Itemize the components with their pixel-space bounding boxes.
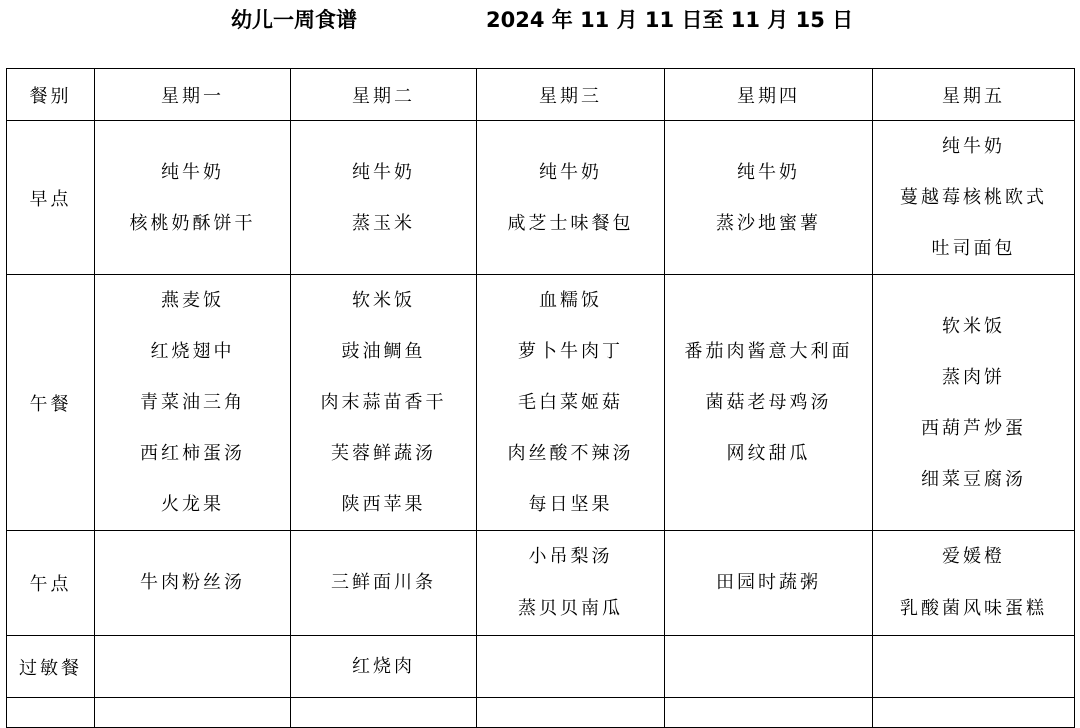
dish: 吐司面包 bbox=[931, 238, 1016, 259]
menu-cell bbox=[665, 531, 873, 636]
dish: 血糯饭 bbox=[539, 290, 602, 311]
menu-title: 幼儿一周食谱 bbox=[231, 8, 357, 32]
dish: 西葫芦炒蛋 bbox=[921, 417, 1026, 439]
dish: 萝卜牛肉丁 bbox=[518, 341, 623, 362]
menu-cell bbox=[665, 121, 873, 275]
header-tuesday: 星期二 bbox=[291, 69, 477, 121]
menu-cell bbox=[665, 698, 873, 728]
dish: 火龙果 bbox=[161, 494, 224, 515]
header-thursday: 星期四 bbox=[665, 69, 873, 121]
dish: 蒸肉饼 bbox=[942, 366, 1005, 388]
dish: 红烧肉 bbox=[352, 656, 415, 677]
dish: 陕西苹果 bbox=[341, 494, 426, 515]
dish: 细菜豆腐汤 bbox=[921, 468, 1026, 490]
dish: 网纹甜瓜 bbox=[726, 443, 811, 464]
dish: 爱媛橙 bbox=[942, 546, 1005, 567]
menu-cell bbox=[7, 698, 95, 728]
meal-label-afternoon-snack: 午点 bbox=[7, 531, 95, 636]
menu-cell bbox=[291, 531, 477, 636]
dish: 纯牛奶 bbox=[352, 161, 415, 183]
dish: 蒸贝贝南瓜 bbox=[518, 598, 623, 619]
date-range: 2024 年 11 月 11 日至 11 月 15 日 bbox=[486, 8, 854, 32]
menu-cell bbox=[477, 698, 665, 728]
menu-cell bbox=[95, 275, 291, 531]
dish: 纯牛奶 bbox=[161, 161, 224, 183]
dish: 乳酸菌风味蛋糕 bbox=[900, 598, 1047, 619]
menu-cell bbox=[665, 636, 873, 698]
menu-cell bbox=[477, 531, 665, 636]
menu-cell bbox=[873, 121, 1075, 275]
dish: 纯牛奶 bbox=[737, 161, 800, 183]
dish: 蔓越莓核桃欧式 bbox=[900, 187, 1047, 208]
dish: 豉油鲷鱼 bbox=[341, 341, 426, 362]
dish: 纯牛奶 bbox=[539, 161, 602, 183]
dish: 软米饭 bbox=[942, 315, 1005, 337]
dish: 红烧翅中 bbox=[150, 341, 235, 362]
dish: 牛肉粉丝汤 bbox=[140, 572, 245, 593]
meal-label-lunch: 午餐 bbox=[7, 275, 95, 531]
menu-cell bbox=[95, 121, 291, 275]
dish: 田园时蔬粥 bbox=[716, 572, 821, 593]
menu-cell bbox=[95, 636, 291, 698]
dish: 每日坚果 bbox=[528, 494, 613, 515]
dish: 肉丝酸不辣汤 bbox=[507, 443, 634, 464]
menu-cell bbox=[873, 698, 1075, 728]
menu-cell bbox=[477, 121, 665, 275]
dish: 纯牛奶 bbox=[942, 136, 1005, 157]
dish: 芙蓉鲜蔬汤 bbox=[331, 443, 436, 464]
menu-cell bbox=[873, 636, 1075, 698]
dish: 蒸沙地蜜薯 bbox=[716, 212, 821, 234]
dish: 软米饭 bbox=[352, 290, 415, 311]
dish: 燕麦饭 bbox=[161, 290, 224, 311]
table-header-row bbox=[7, 69, 1075, 121]
dish: 三鲜面川条 bbox=[331, 572, 436, 593]
table-row bbox=[7, 636, 1075, 698]
page-title bbox=[0, 4, 1080, 34]
menu-cell bbox=[291, 275, 477, 531]
table-row bbox=[7, 531, 1075, 636]
meal-label-allergy-meal: 过敏餐 bbox=[7, 636, 95, 698]
dish: 咸芝士味餐包 bbox=[507, 212, 634, 234]
header-meal-type: 餐别 bbox=[7, 69, 95, 121]
header-friday: 星期五 bbox=[873, 69, 1075, 121]
dish: 番茄肉酱意大利面 bbox=[684, 341, 853, 362]
menu-cell bbox=[873, 531, 1075, 636]
table-row bbox=[7, 275, 1075, 531]
dish: 菌菇老母鸡汤 bbox=[705, 392, 832, 413]
menu-cell bbox=[95, 531, 291, 636]
menu-cell bbox=[477, 275, 665, 531]
dish: 蒸玉米 bbox=[352, 212, 415, 234]
menu-cell bbox=[291, 698, 477, 728]
menu-cell bbox=[291, 636, 477, 698]
weekly-menu-table bbox=[6, 68, 1075, 728]
dish: 核桃奶酥饼干 bbox=[129, 212, 256, 234]
menu-cell bbox=[291, 121, 477, 275]
dish: 西红柿蛋汤 bbox=[140, 443, 245, 464]
dish: 青菜油三角 bbox=[140, 392, 245, 413]
dish: 肉末蒜苗香干 bbox=[320, 392, 447, 413]
meal-label-morning-snack: 早点 bbox=[7, 121, 95, 275]
table-row bbox=[7, 698, 1075, 728]
header-monday: 星期一 bbox=[95, 69, 291, 121]
menu-cell bbox=[873, 275, 1075, 531]
dish: 毛白菜姬菇 bbox=[518, 392, 623, 413]
header-wednesday: 星期三 bbox=[477, 69, 665, 121]
table-row bbox=[7, 121, 1075, 275]
menu-cell bbox=[665, 275, 873, 531]
menu-cell bbox=[477, 636, 665, 698]
dish: 小吊梨汤 bbox=[528, 546, 613, 567]
menu-cell bbox=[95, 698, 291, 728]
